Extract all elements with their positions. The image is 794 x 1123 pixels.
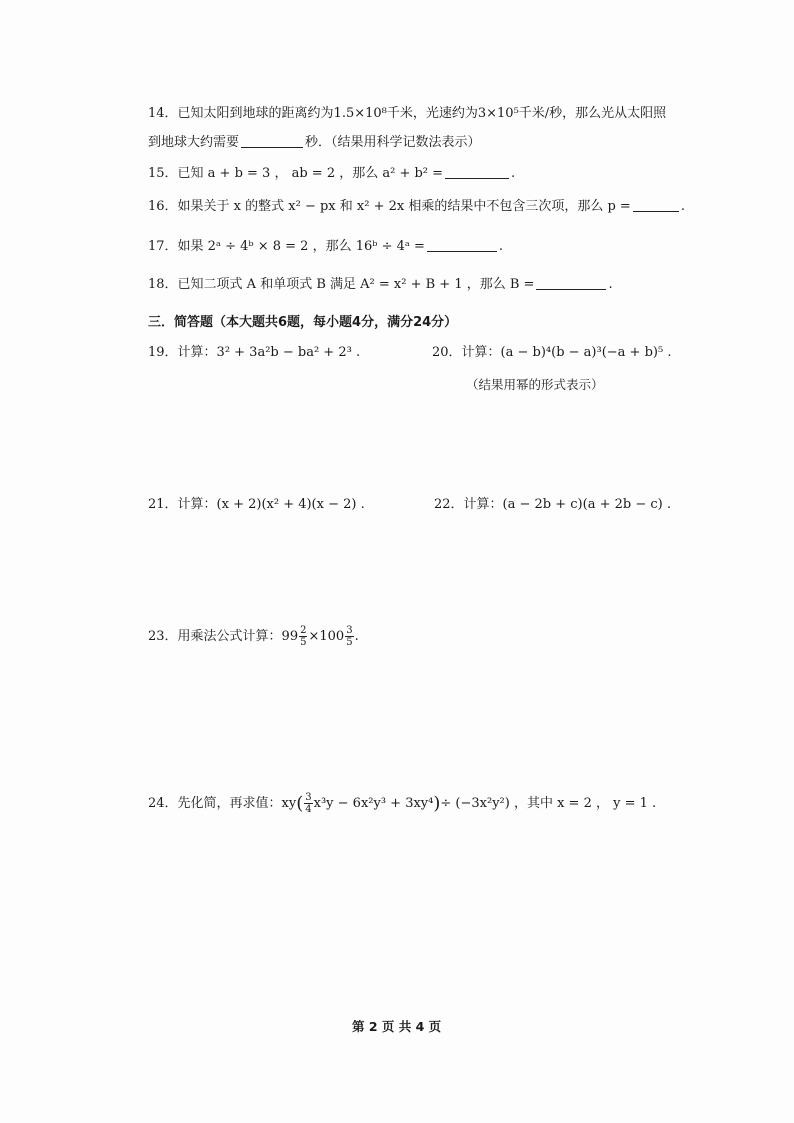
- fraction-2-5: $\frac{2}{5}$: [300, 625, 307, 648]
- question-20: 20．计算：(a − b)⁴(b − a)³(−a + b)⁵ .: [432, 345, 672, 360]
- answer-blank-16[interactable]: [633, 197, 679, 212]
- question-20-note: （结果用幂的形式表示）: [466, 377, 604, 392]
- question-21: 21．计算：(x + 2)(x² + 4)(x − 2) .: [148, 497, 365, 512]
- question-22: 22．计算：(a − 2b + c)(a + 2b − c) .: [434, 497, 671, 512]
- question-14-line2: 到地球大约需要 秒．（结果用科学记数法表示）: [148, 135, 481, 150]
- question-14-line1: 14．已知太阳到地球的距离约为1.5×10⁸千米，光速约为3×10⁵千米/秒，那么光从太阳照: [148, 106, 667, 121]
- question-15: 15．已知 a + b = 3 ， ab = 2 ，那么 a² + b² = .: [148, 166, 516, 181]
- section-3-heading: 三．简答题（本大题共6题，每小题4分，满分24分）: [148, 315, 458, 330]
- question-19: 19．计算：3² + 3a²b − ba² + 2³ .: [148, 345, 361, 360]
- answer-blank-14[interactable]: [241, 133, 303, 148]
- question-24: 24．先化简，再求值：xy( $\frac{3}{4}$ x³y − 6x²y³ + 3xy⁴)÷ (−3x²y²) ，其中 x = 2 ， y = 1 .: [148, 792, 657, 815]
- question-18: 18．已知二项式 A 和单项式 B 满足 A² = x² + B + 1 ，那么 B = .: [148, 277, 613, 292]
- answer-blank-18[interactable]: [536, 275, 606, 290]
- fraction-3-5: $\frac{3}{5}$: [346, 625, 353, 648]
- question-17: 17．如果 2ᵃ ÷ 4ᵇ × 8 = 2 ，那么 16ᵇ ÷ 4ᵃ = .: [148, 239, 504, 254]
- question-23: 23．用乘法公式计算：99 $\frac{2}{5}$ ×100 $\frac{3}{5}$ .: [148, 625, 359, 648]
- fraction-3-4: $\frac{3}{4}$: [305, 792, 312, 815]
- answer-blank-17[interactable]: [427, 237, 497, 252]
- question-16: 16．如果关于 x 的整式 x² − px 和 x² + 2x 相乘的结果中不包含三次项，那么 p = .: [148, 199, 685, 214]
- page-footer: 第 2 页 共 4 页: [352, 1019, 442, 1034]
- answer-blank-15[interactable]: [445, 164, 509, 179]
